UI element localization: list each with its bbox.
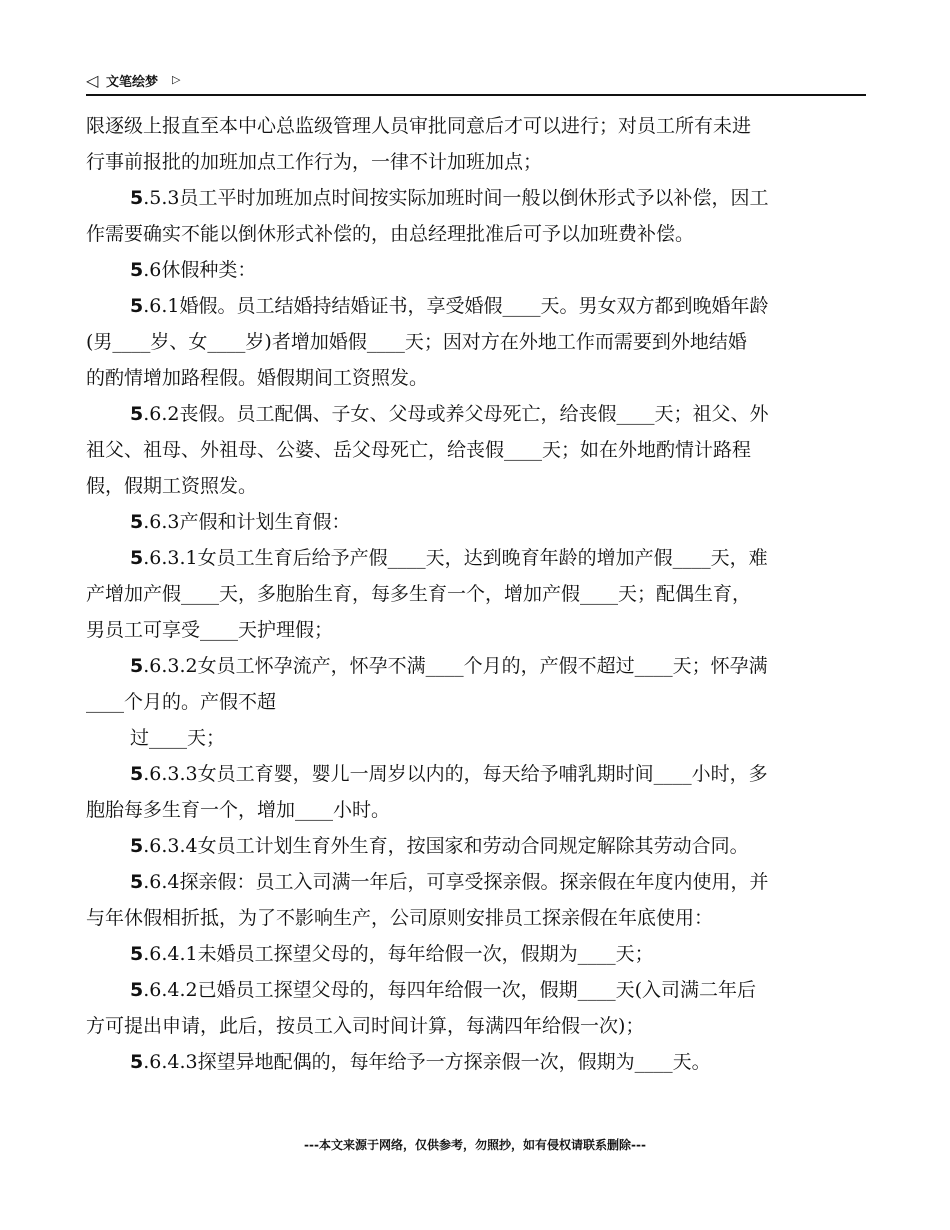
clause-line: 5.6.3产假和计划生育假： bbox=[130, 511, 351, 533]
text-line: 限逐级上报直至本中心总监级管理人员审批同意后才可以进行；对员工所有未进 bbox=[86, 115, 752, 137]
clause-line: 5.6.3.4女员工计划生育外生育，按国家和劳动合同规定解除其劳动合同。 bbox=[130, 835, 749, 857]
text-line: 胞胎每多生育一个，增加____小时。 bbox=[86, 799, 391, 821]
text-line: 的酌情增加路程假。婚假期间工资照发。 bbox=[86, 367, 429, 389]
clause-line: 5.6.4.1未婚员工探望父母的，每年给假一次，假期为____天； bbox=[130, 943, 654, 965]
text-line: 过____天； bbox=[130, 727, 226, 749]
text-line: 与年休假相折抵，为了不影响生产，公司原则安排员工探亲假在年底使用： bbox=[86, 907, 714, 929]
page-footer: ---本文来源于网络，仅供参考，勿照抄，如有侵权请联系删除--- bbox=[304, 1138, 646, 1152]
left-triangle-icon: ◁ bbox=[86, 71, 99, 90]
clause-line: 5.6.3.2女员工怀孕流产，怀孕不满____个月的，产假不超过____天；怀孕满 bbox=[130, 655, 768, 677]
clause-line: 5.6.4.2已婚员工探望父母的，每四年给假一次，假期____天(入司满二年后 bbox=[130, 979, 757, 1001]
clause-number: 5 bbox=[130, 979, 144, 1001]
clause-number: 5 bbox=[130, 871, 144, 893]
clause-line: 5.6.3.3女员工育婴，婴儿一周岁以内的，每天给予哺乳期时间____小时，多 bbox=[130, 763, 768, 785]
text-line: ____个月的。产假不超 bbox=[86, 691, 277, 713]
clause-line: 5.6.1婚假。员工结婚持结婚证书，享受婚假____天。男女双方都到晚婚年龄 bbox=[130, 295, 769, 317]
clause-number: 5 bbox=[130, 763, 144, 785]
text-line: 祖父、祖母、外祖母、公婆、岳父母死亡，给丧假____天；如在外地酌情计路程 bbox=[86, 439, 752, 461]
clause-line: 5.6.2丧假。员工配偶、子女、父母或养父母死亡，给丧假____天；祖父、外 bbox=[130, 403, 769, 425]
text-line: 方可提出申请，此后，按员工入司时间计算，每满四年给假一次)； bbox=[86, 1015, 645, 1037]
clause-number: 5 bbox=[130, 835, 144, 857]
text-line: (男____岁、女____岁)者增加婚假____天；因对方在外地工作而需要到外地结婚 bbox=[86, 331, 747, 353]
text-line: 男员工可享受____天护理假； bbox=[86, 619, 334, 641]
clause-number: 5 bbox=[130, 187, 144, 209]
clause-line: 5.6.4.3探望异地配偶的，每年给予一方探亲假一次，假期为____天。 bbox=[130, 1051, 711, 1073]
clause-number: 5 bbox=[130, 403, 144, 425]
clause-line: 5.5.3员工平时加班加点时间按实际加班时间一般以倒休形式予以补偿，因工 bbox=[130, 187, 769, 209]
page-header bbox=[86, 70, 866, 96]
right-triangle-icon: ▷ bbox=[172, 73, 181, 86]
clause-number: 5 bbox=[130, 1051, 144, 1073]
clause-number: 5 bbox=[130, 259, 144, 281]
clause-number: 5 bbox=[130, 943, 144, 965]
clause-line: 5.6休假种类： bbox=[130, 259, 257, 281]
clause-number: 5 bbox=[130, 547, 144, 569]
clause-line: 5.6.4探亲假：员工入司满一年后，可享受探亲假。探亲假在年度内使用，并 bbox=[130, 871, 769, 893]
clause-number: 5 bbox=[130, 655, 144, 677]
text-line: 假，假期工资照发。 bbox=[86, 475, 258, 497]
text-line: 产增加产假____天，多胞胎生育，每多生育一个，增加产假____天；配偶生育， bbox=[86, 583, 752, 605]
text-line: 行事前报批的加班加点工作行为，一律不计加班加点； bbox=[86, 151, 543, 173]
clause-line: 5.6.3.1女员工生育后给予产假____天，达到晚育年龄的增加产假____天，难 bbox=[130, 547, 768, 569]
clause-number: 5 bbox=[130, 295, 144, 317]
text-line: 作需要确实不能以倒休形式补偿的，由总经理批准后可予以加班费补偿。 bbox=[86, 223, 695, 245]
header-brand: 文笔绘梦 bbox=[106, 75, 159, 90]
clause-number: 5 bbox=[130, 511, 144, 533]
